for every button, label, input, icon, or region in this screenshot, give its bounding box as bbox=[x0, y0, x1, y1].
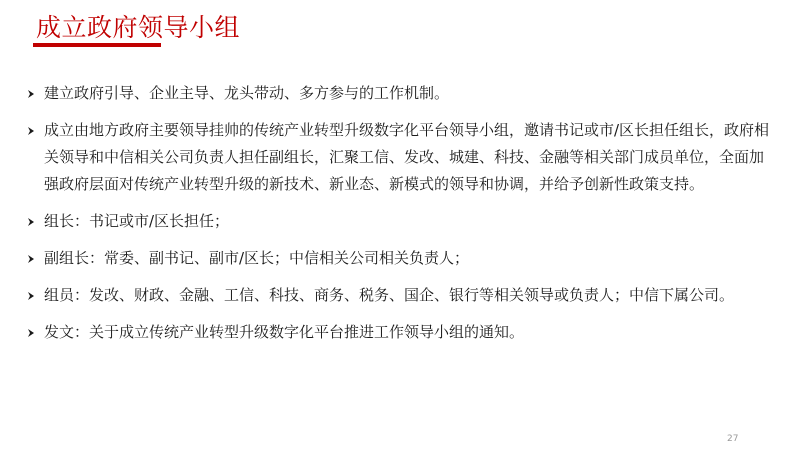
page-number: 27 bbox=[727, 434, 739, 444]
arrow-bullet-icon bbox=[24, 117, 38, 144]
bullet-item bbox=[24, 208, 776, 235]
bullet-item bbox=[24, 245, 776, 272]
title-underline bbox=[33, 43, 161, 47]
arrow-bullet-icon bbox=[24, 319, 38, 346]
bullet-item bbox=[24, 282, 776, 309]
arrow-bullet-icon bbox=[24, 282, 38, 309]
bullet-item bbox=[24, 117, 776, 198]
arrow-bullet-icon bbox=[24, 245, 38, 272]
bullet-text: 发文：关于成立传统产业转型升级数字化平台推进工作领导小组的通知。 bbox=[44, 323, 525, 341]
arrow-bullet-icon bbox=[24, 208, 38, 235]
bullet-text: 组长：书记或市/区长担任； bbox=[44, 212, 230, 230]
bullet-list bbox=[24, 80, 776, 356]
slide-title: 成立政府领导小组 bbox=[36, 13, 241, 42]
bullet-text: 组员：发改、财政、金融、工信、科技、商务、税务、国企、银行等相关领导或负责人；中信下属公司。 bbox=[44, 286, 735, 304]
bullet-text: 建立政府引导、企业主导、龙头带动、多方参与的工作机制。 bbox=[44, 84, 450, 102]
bullet-text: 成立由地方政府主要领导挂帅的传统产业转型升级数字化平台领导小组，邀请书记或市/区长担任组长，政府相关领导和中信相关公司负责人担任副组长，汇聚工信、发改、城建、科技、金融等相关部门成员单位，全面加强政府层面对传统产业转型升级的新技术、新业态、新模式的领导和协调，并给予创新性政策支持。 bbox=[44, 121, 770, 193]
bullet-item bbox=[24, 80, 776, 107]
arrow-bullet-icon bbox=[24, 80, 38, 107]
bullet-text: 副组长：常委、副书记、副市/区长；中信相关公司相关负责人； bbox=[44, 249, 470, 267]
bullet-item bbox=[24, 319, 776, 346]
